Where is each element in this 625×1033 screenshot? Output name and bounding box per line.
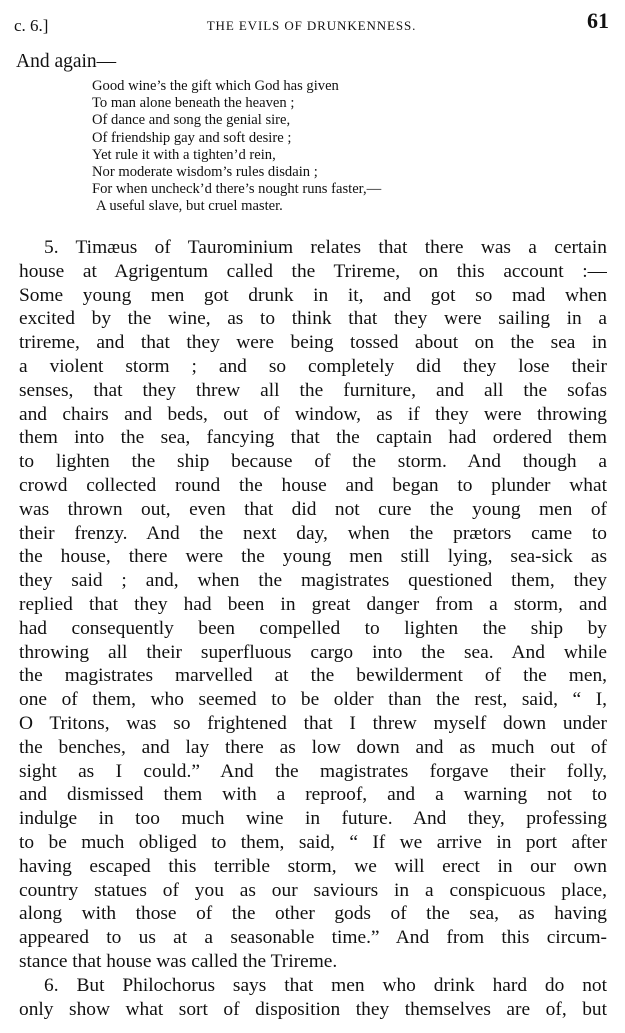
verse-line: To man alone beneath the heaven ;: [92, 95, 295, 112]
text-line: Some young men got drunk in it, and got so mad when: [19, 284, 607, 306]
text-line: O Tritons, was so frightened that I threw myself down under: [19, 712, 607, 734]
verse-line: A useful slave, but cruel master.: [96, 198, 283, 215]
text-line: trireme, and that they were being tossed about on the sea in: [19, 332, 607, 354]
text-line: 5. Timæus of Taurominium relates that there was a certain: [44, 237, 607, 258]
text-line: country statues of you as our saviours in a conspicuous place,: [19, 879, 607, 901]
text-line: excited by the wine, as to think that they were sailing in a: [19, 308, 607, 330]
text-line: the magistrates marvelled at the bewilderment of the men,: [19, 665, 607, 687]
text-line: they said ; and, when the magistrates questioned them, they: [19, 570, 607, 592]
running-title: THE EVILS OF DRUNKENNESS.: [206, 18, 417, 33]
text-line: having escaped this terrible storm, we will erect in our own: [19, 855, 607, 877]
text-line: along with those of the other gods of the sea, as having: [19, 903, 607, 925]
text-line: throwing all their superfluous cargo into the sea. And while: [19, 641, 607, 663]
text-line: a violent storm ; and so completely did they lose their: [19, 355, 607, 377]
verse-line: Yet rule it with a tighten’d rein,: [92, 146, 276, 163]
text-line: one of them, who seemed to be older than the rest, said, “ I,: [19, 689, 607, 711]
text-line: had consequently been compelled to lighten the ship by: [19, 617, 607, 639]
verse-line: Good wine’s the gift which God has given: [92, 78, 339, 94]
text-line: stance that house was called the Trireme.: [19, 950, 338, 972]
verse-line: Of dance and song the genial sire,: [92, 112, 291, 129]
paragraph-5: [19, 236, 607, 974]
verse-line: For when uncheck’d there’s nought runs faster,—: [92, 181, 382, 198]
intro-line: And again—: [16, 51, 117, 72]
text-line: 6. But Philochorus says that men who drink hard do not: [44, 975, 607, 996]
running-header: [14, 4, 609, 44]
text-line: crowd collected round the house and began to plunder what: [19, 474, 607, 496]
text-line: to be much obliged to them, said, “ If we arrive in port after: [19, 831, 607, 853]
text-line: and dismissed them with a reproof, and a warning not to: [19, 784, 607, 806]
text-line: senses, that they threw all the furniture, and all the sofas: [19, 379, 607, 401]
paragraph-6: [19, 974, 607, 1022]
verse-line: Of friendship gay and soft desire ;: [92, 129, 292, 146]
text-line: only show what sort of disposition they themselves are of, but: [19, 998, 607, 1020]
verse-line: Nor moderate wisdom’s rules disdain ;: [92, 163, 318, 180]
text-line: the benches, and lay there as low down and as much out of: [19, 736, 607, 758]
text-line: the house, there were the young men still lying, sea-sick as: [19, 546, 607, 568]
verse-block: [92, 78, 381, 216]
text-line: them into the sea, fancying that the captain had ordered them: [19, 427, 607, 449]
text-line: indulge in too much wine in future. And they, professing: [19, 808, 607, 830]
text-line: house at Agrigentum called the Trireme, on this account :—: [19, 260, 607, 282]
text-line: appeared to us at a seasonable time.” And from this circum-: [19, 927, 607, 949]
text-line: sight as I could.” And the magistrates forgave their folly,: [19, 760, 607, 782]
text-line: to lighten the ship because of the storm. And though a: [19, 451, 607, 473]
page-number: 61: [587, 8, 609, 33]
text-line: and chairs and beds, out of window, as if they were throwing: [19, 403, 607, 425]
text-line: their frenzy. And the next day, when the prætors came to: [19, 522, 607, 544]
chapter-marker: c. 6.]: [14, 16, 49, 35]
text-line: was thrown out, even that did not cure the young men of: [19, 498, 607, 520]
text-line: replied that they had been in great danger from a storm, and: [19, 593, 607, 615]
